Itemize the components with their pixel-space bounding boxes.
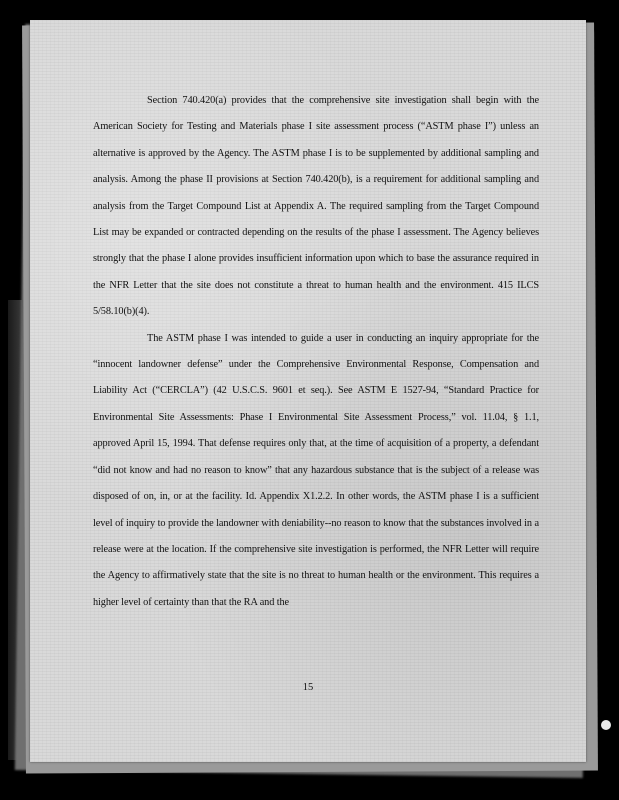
body-text bbox=[93, 88, 539, 616]
paragraph-2: The ASTM phase I was intended to guide a user in conducting an inquiry appropriate for the “innocent landowner defense” under the Comprehensive Environmental Response, Compensation and Liability Act (“CERCLA”) (42 U.S.C.S. 9601 et seq.). See ASTM E 1527-94, “Standard Practice for Environmental Site Assessments: Phase I Environmental Site Assessment Process,” vol. 11.04, § 1.1, approved April 15, 1994. That defense requires only that, at the time of acquisition of a property, a defendant “did not know and had no reason to know” that any hazardous substance that is the subject of a release was disposed of on, in, or at the facility. Id. Appendix X1.2.2. In other words, the ASTM phase I is a sufficient level of inquiry to provide the landowner with deniability--no reason to know that the substances involved in a release were at the location. If the comprehensive site investigation is performed, the NFR Letter will require the Agency to affirmatively state that the site is no threat to human health or the environment. This requires a higher level of certainty than that the RA and the bbox=[93, 332, 539, 608]
page-number: 15 bbox=[302, 682, 314, 693]
paragraph-1: Section 740.420(a) provides that the comprehensive site investigation shall begin with the American Society for Testing and Materials phase I site assessment process (“ASTM phase I”) unless an alternative is approved by the Agency. The ASTM phase I is to be supplemented by additional sampling and analysis. Among the phase II provisions at Section 740.420(b), is a requirement for additional sampling and analysis from the Target Compound List at Appendix A. The required sampling from the Target Compound List may be expanded or contracted depending on the results of the phase I assessment. The Agency believes strongly that the phase I alone provides insufficient information upon which to base the assurance required in the NFR Letter that the site does not constitute a threat to human health and the environment. 415 ILCS 5/58.10(b)(4). bbox=[93, 95, 539, 318]
document-page bbox=[30, 20, 586, 762]
scan-speck bbox=[601, 720, 611, 730]
